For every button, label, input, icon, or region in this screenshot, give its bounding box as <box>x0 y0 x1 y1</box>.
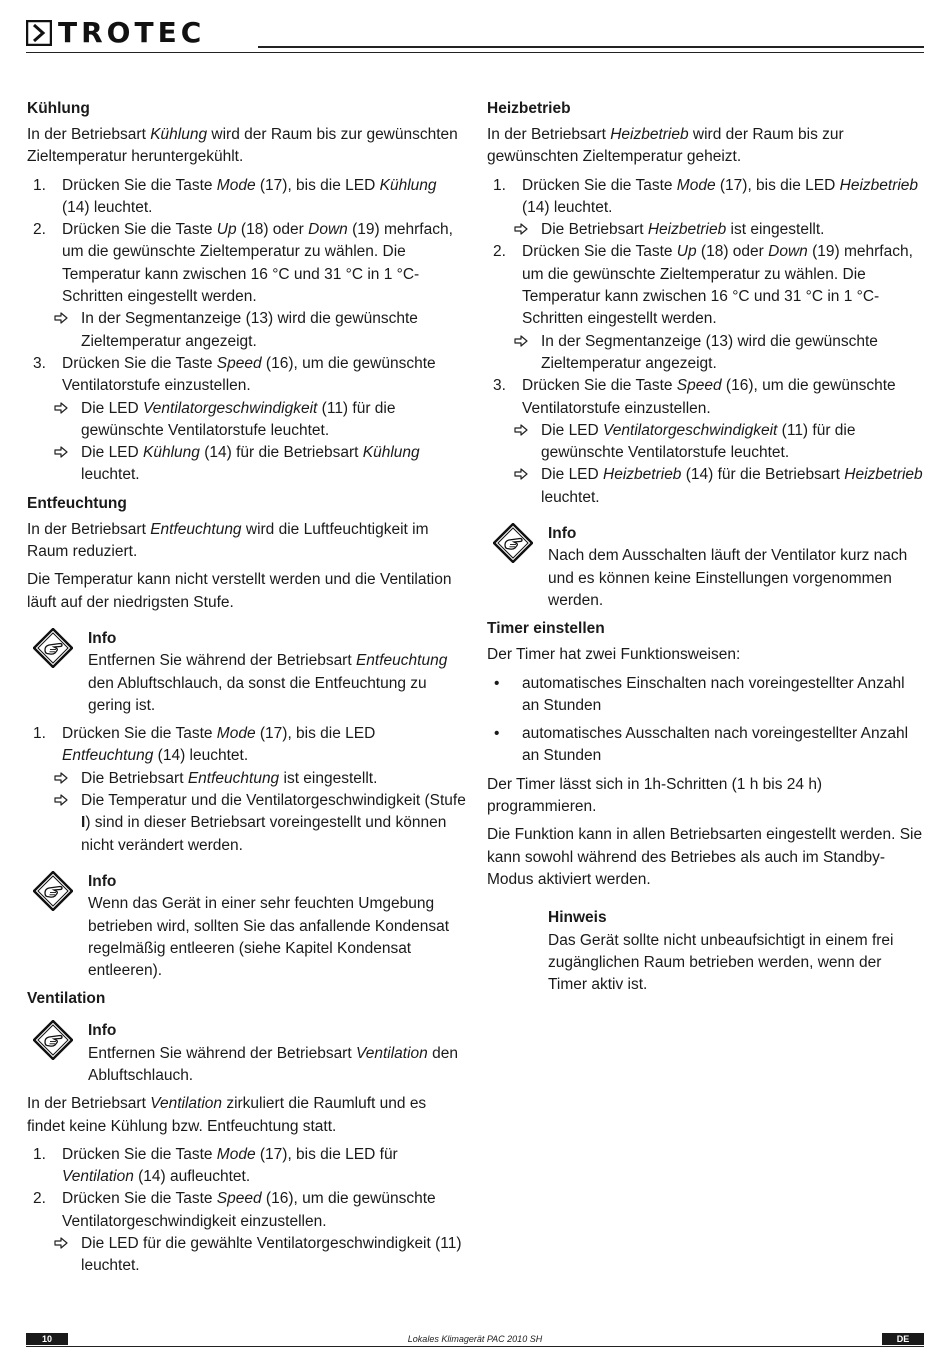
list-item <box>487 723 924 768</box>
arrow-right-outline-icon <box>54 442 68 464</box>
arrow-right-outline-icon <box>54 790 68 812</box>
arrow-right-outline-icon <box>514 420 528 442</box>
result-item <box>487 464 924 509</box>
heading-ventilation: Ventilation <box>27 990 106 1008</box>
step-text: Drücken Sie die Taste Mode (17), bis die LED Kühlung (14) leuchtet. <box>62 176 437 216</box>
list-item <box>27 723 467 768</box>
paragraph: In der Betriebsart Kühlung wird der Raum bis zur gewünschten Zieltemperatur heruntergekühlt. <box>27 126 458 166</box>
result-item <box>487 331 924 376</box>
result-text: Die Temperatur und die Ventilatorgeschwindigkeit (Stufe I) sind in dieser Betriebsart voreingestellt und können nicht verändert werden. <box>81 792 466 854</box>
info-box <box>27 871 467 982</box>
step-number: 1. <box>33 1145 46 1163</box>
list-item <box>27 219 467 308</box>
bullet-dot-icon: • <box>494 725 500 743</box>
info-text: Nach dem Ausschalten läuft der Ventilator kurz nach und es können keine Einstellungen vorgenommen werden. <box>548 547 908 609</box>
result-text: Die Betriebsart Entfeuchtung ist eingestellt. <box>81 769 378 787</box>
result-item <box>27 398 467 443</box>
arrow-right-outline-icon <box>54 308 68 330</box>
info-box <box>27 1020 467 1087</box>
result-text: Die LED Ventilatorgeschwindigkeit (11) für die gewünschte Ventilatorstufe leuchtet. <box>81 399 396 439</box>
step-text: Drücken Sie die Taste Mode (17), bis die LED für Ventilation (14) aufleuchtet. <box>62 1145 398 1186</box>
result-text: Die LED Heizbetrieb (14) für die Betriebsart Heizbetrieb leuchtet. <box>541 466 923 506</box>
left-column <box>27 98 467 1278</box>
result-item <box>27 1233 467 1278</box>
paragraph: In der Betriebsart Heizbetrieb wird der Raum bis zur gewünschten Zieltemperatur geheizt. <box>487 126 844 166</box>
right-column <box>487 98 924 1002</box>
arrow-right-outline-icon <box>514 219 528 241</box>
step-number: 1. <box>493 176 506 194</box>
paragraph: Der Timer lässt sich in 1h-Schritten (1 h bis 24 h) programmieren. <box>487 775 823 816</box>
step-number: 2. <box>33 1190 46 1208</box>
hinweis-box <box>487 907 924 996</box>
step-number: 1. <box>33 725 46 743</box>
result-item <box>27 308 467 353</box>
result-item <box>27 790 467 857</box>
info-box <box>27 628 467 717</box>
list-item <box>27 1144 467 1189</box>
info-title: Info <box>88 872 117 890</box>
list-item <box>487 175 924 220</box>
heading-heizbetrieb: Heizbetrieb <box>487 100 571 117</box>
info-text: Wenn das Gerät in einer sehr feuchten Umgebung betrieben wird, sollten Sie das anfallende Kondensat regelmäßig entleeren (siehe Kapitel Kondensat entleeren). <box>88 895 450 980</box>
step-text: Drücken Sie die Taste Up (18) oder Down (19) mehrfach, um die gewünschte Zieltemperatur zu wählen. Die Temperatur kann zwischen 16 °C und 31 °C in 1 °C-Schritten eingestellt werden. <box>62 221 453 306</box>
pointing-hand-diamond-icon <box>33 628 73 668</box>
result-item <box>487 420 924 465</box>
result-text: Die LED Kühlung (14) für die Betriebsart Kühlung leuchtet. <box>81 444 420 484</box>
arrow-right-outline-icon <box>514 331 528 353</box>
footer-title: Lokales Klimagerät PAC 2010 SH <box>407 1334 543 1344</box>
step-text: Drücken Sie die Taste Up (18) oder Down (19) mehrfach, um die gewünschte Zieltemperatur zu wählen. Die Temperatur kann zwischen 16 °C und 31 °C in 1 °C-Schritten eingestellt werden. <box>522 243 913 328</box>
result-text: In der Segmentanzeige (13) wird die gewünschte Zieltemperatur angezeigt. <box>81 310 418 350</box>
result-text: In der Segmentanzeige (13) wird die gewünschte Zieltemperatur angezeigt. <box>541 332 878 372</box>
list-item <box>27 353 467 398</box>
heading-timer: Timer einstellen <box>487 620 605 638</box>
result-text: Die LED für die gewählte Ventilatorgeschwindigkeit (11) leuchtet. <box>81 1235 462 1275</box>
list-item <box>487 241 924 330</box>
page-header <box>26 18 924 58</box>
paragraph: Der Timer hat zwei Funktionsweisen: <box>487 646 741 664</box>
paragraph: Die Funktion kann in allen Betriebsarten eingestellt werden. Sie kann sowohl während des Betriebes als auch im Standby-Modus aktiviert werden. <box>487 826 923 888</box>
hinweis-text: Das Gerät sollte nicht unbeaufsichtigt in einem frei zugänglichen Raum betrieben werden, wenn der Timer aktiv ist. <box>548 931 894 994</box>
info-text: Entfernen Sie während der Betriebsart Ventilation den Abluftschlauch. <box>88 1044 458 1084</box>
list-item <box>487 673 924 718</box>
paragraph: In der Betriebsart Ventilation zirkuliert die Raumluft und es findet keine Kühlung bzw. Entfeuchtung statt. <box>27 1095 427 1135</box>
info-title: Info <box>548 525 577 543</box>
step-number: 2. <box>33 221 46 239</box>
step-text: Drücken Sie die Taste Speed (16), um die gewünschte Ventilatorgeschwindigkeit einzustellen. <box>62 1190 436 1230</box>
brand-name: TROTEC <box>58 16 206 49</box>
step-text: Drücken Sie die Taste Mode (17), bis die LED Heizbetrieb (14) leuchtet. <box>522 176 919 216</box>
result-item <box>487 219 924 241</box>
step-number: 3. <box>493 377 506 395</box>
heading-kuehlung: Kühlung <box>27 100 90 117</box>
steps-entfeuchtung <box>27 723 467 857</box>
result-text: Die LED Ventilatorgeschwindigkeit (11) für die gewünschte Ventilatorstufe leuchtet. <box>541 421 856 462</box>
step-number: 1. <box>33 176 46 194</box>
bullet-dot-icon: • <box>494 674 500 692</box>
step-number: 2. <box>493 243 506 261</box>
list-item <box>27 1188 467 1233</box>
arrow-right-outline-icon <box>54 768 68 790</box>
steps-heizbetrieb <box>487 175 924 509</box>
logo-chevron-icon <box>26 20 52 46</box>
hinweis-title: Hinweis <box>548 909 607 927</box>
page-footer <box>26 1333 924 1347</box>
pointing-hand-diamond-icon <box>33 1020 73 1060</box>
info-title: Info <box>88 629 117 647</box>
pointing-hand-diamond-icon <box>493 523 533 563</box>
bullet-text: automatisches Einschalten nach voreingestellter Anzahl an Stunden <box>522 674 905 714</box>
info-box <box>487 523 924 612</box>
result-item <box>27 768 467 790</box>
paragraph: Die Temperatur kann nicht verstellt werden und die Ventilation läuft auf der niedrigsten Stufe. <box>27 571 452 611</box>
info-title: Info <box>88 1022 117 1040</box>
header-rule-thick <box>258 46 924 48</box>
info-text: Entfernen Sie während der Betriebsart Entfeuchtung den Abluftschlauch, da sonst die Entfeuchtung zu gering ist. <box>88 652 448 714</box>
list-item <box>487 375 924 420</box>
language-code: DE <box>882 1333 924 1345</box>
page-number: 10 <box>26 1333 68 1345</box>
result-item <box>27 442 467 487</box>
step-text: Drücken Sie die Taste Speed (16), um die gewünschte Ventilatorstufe einzustellen. <box>522 377 896 417</box>
steps-ventilation <box>27 1144 467 1278</box>
step-text: Drücken Sie die Taste Speed (16), um die gewünschte Ventilatorstufe einzustellen. <box>62 354 436 395</box>
list-item <box>27 175 467 220</box>
bullet-text: automatisches Ausschalten nach voreingestellter Anzahl an Stunden <box>522 725 909 765</box>
header-rule-thin <box>26 52 924 53</box>
pointing-hand-diamond-icon <box>33 871 73 911</box>
arrow-right-outline-icon <box>54 1233 68 1255</box>
arrow-right-outline-icon <box>54 398 68 420</box>
result-text: Die Betriebsart Heizbetrieb ist eingestellt. <box>541 221 825 239</box>
heading-entfeuchtung: Entfeuchtung <box>27 494 127 512</box>
paragraph: In der Betriebsart Entfeuchtung wird die Luftfeuchtigkeit im Raum reduziert. <box>27 520 429 561</box>
step-text: Drücken Sie die Taste Mode (17), bis die LED Entfeuchtung (14) leuchtet. <box>62 725 376 765</box>
steps-kuehlung <box>27 175 467 487</box>
step-number: 3. <box>33 354 46 372</box>
timer-bullets <box>487 673 924 768</box>
arrow-right-outline-icon <box>514 464 528 486</box>
